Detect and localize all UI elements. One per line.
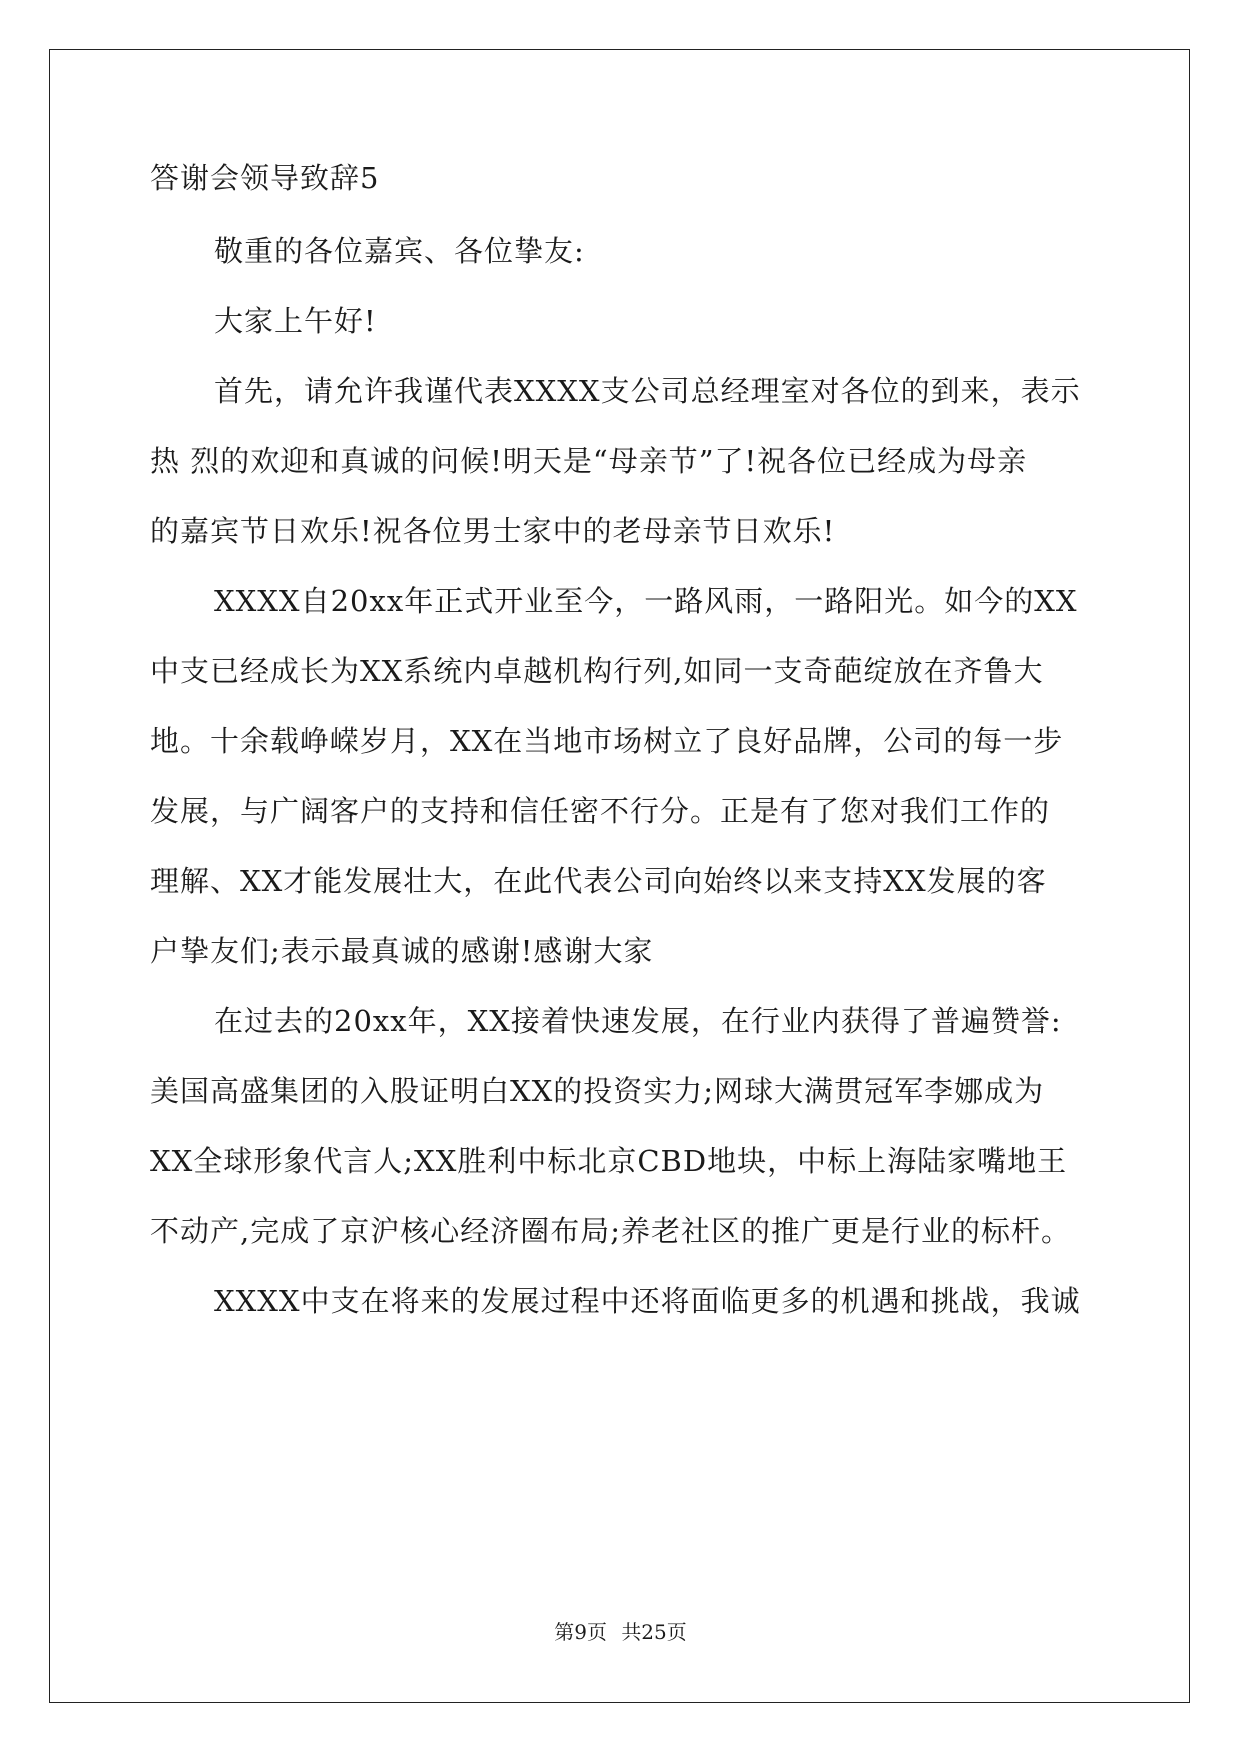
paragraph-history (150, 566, 1090, 986)
page-number: 第9页 (554, 1620, 607, 1644)
paragraph-line: 户挚友们;表示最真诚的感谢!感谢大家 (150, 934, 654, 968)
paragraph-line: 大家上午好! (214, 304, 377, 338)
paragraph-line: 美国高盛集团的入股证明白XX的投资实力;网球大满贯冠军李娜成为 (150, 1074, 1045, 1108)
paragraph-line: 发展，与广阔客户的支持和信任密不行分。正是有了您对我们工作的 (150, 794, 1051, 828)
paragraph-line: 中支已经成长为XX系统内卓越机构行列,如同一支奇葩绽放在齐鲁大 (150, 654, 1044, 688)
paragraph-line: 的嘉宾节日欢乐!祝各位男士家中的老母亲节日欢乐! (150, 514, 836, 548)
paragraph-line: 热 烈的欢迎和真诚的问候!明天是“母亲节”了!祝各位已经成为母亲 (150, 444, 1028, 478)
document-title: 答谢会领导致辞5 (150, 161, 380, 195)
paragraph-future (150, 1266, 1090, 1336)
paragraph-line: 地。十余载峥嵘岁月，XX在当地市场树立了良好品牌，公司的每一步 (150, 724, 1064, 758)
paragraph-line: 在过去的20xx年，XX接着快速发展，在行业内获得了普遍赞誉: (214, 1004, 1062, 1038)
paragraph-salutation (150, 216, 1090, 286)
paragraph-line: 敬重的各位嘉宾、各位挚友: (214, 234, 585, 268)
paragraph-achievements (150, 986, 1090, 1266)
page-footer (0, 1616, 1241, 1645)
paragraph-greeting (150, 286, 1090, 356)
paragraph-line: 不动产,完成了京沪核心经济圈布局;养老社区的推广更是行业的标杆。 (150, 1214, 1071, 1248)
page-total: 共25页 (621, 1620, 687, 1644)
paragraph-line: 首先，请允许我谨代表XXXX支公司总经理室对各位的到来，表示 (214, 374, 1081, 408)
paragraph-line: XX全球形象代言人;XX胜利中标北京CBD地块，中标上海陆家嘴地王 (150, 1144, 1068, 1178)
paragraph-line: XXXX中支在将来的发展过程中还将面临更多的机遇和挑战，我诚 (214, 1284, 1081, 1318)
paragraph-line: 理解、XX才能发展壮大，在此代表公司向始终以来支持XX发展的客 (150, 864, 1047, 898)
paragraph-welcome (150, 356, 1090, 566)
document-body (150, 158, 1090, 1336)
paragraph-line: XXXX自20xx年正式开业至今，一路风雨，一路阳光。如今的XX (214, 584, 1078, 618)
